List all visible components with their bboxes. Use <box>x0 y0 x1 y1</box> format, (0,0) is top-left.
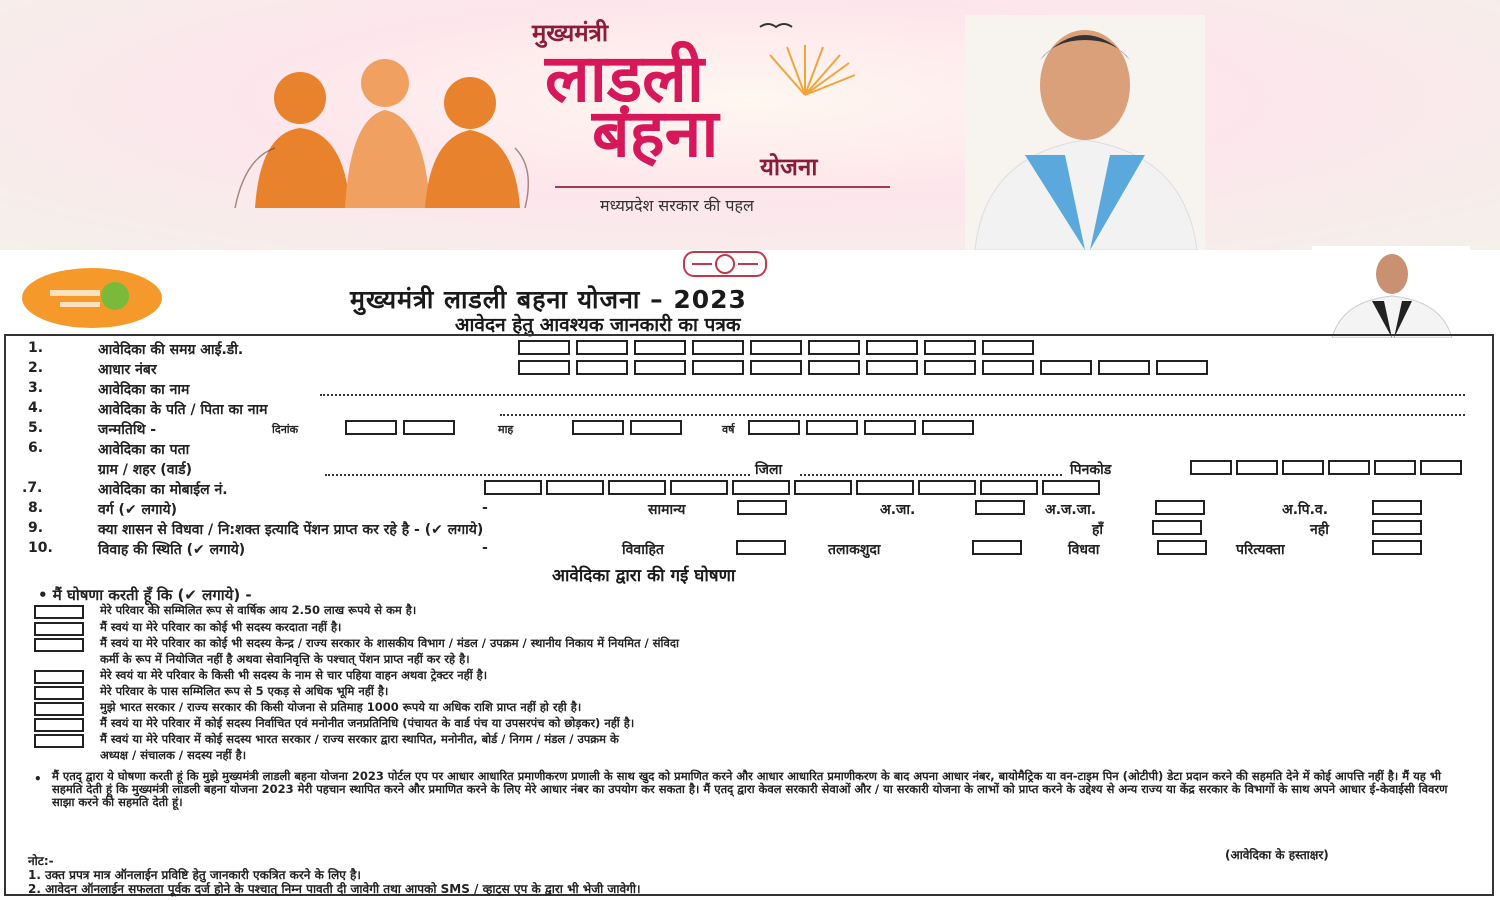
field-number: 10. <box>28 540 53 556</box>
option-general-checkbox[interactable] <box>737 500 787 515</box>
note-heading: नोट:- <box>28 854 54 868</box>
field-label: आवेदिका का नाम <box>98 382 190 398</box>
field-label: आवेदिका की समग्र आई.डी. <box>98 342 244 358</box>
declaration-text: कर्मी के रूप में नियोजित नहीं है अथवा सेवानिवृत्ति के पश्चात् पेंशन प्राप्त नहीं कर रहे है। <box>100 652 470 666</box>
option-sc-label: अ.जा. <box>880 502 916 518</box>
dob-month-label: माह <box>498 423 514 436</box>
brand-divider <box>555 186 890 188</box>
field-category <box>0 500 1500 520</box>
district-label: जिला <box>755 462 783 478</box>
declaration-text: मेरे स्वयं या मेरे परिवार के किसी भी सदस्य के नाम से चार पहिया वाहन अथवा ट्रेक्टर नहीं है। <box>100 668 488 682</box>
option-abandoned-label: परित्यक्ता <box>1236 542 1285 558</box>
field-number: 5. <box>28 420 44 436</box>
samagra-id-boxes[interactable] <box>518 340 1034 355</box>
field-label: वर्ग (✔ लगाये) <box>98 502 178 518</box>
declaration-text: मैं स्वयं या मेरे परिवार में कोई सदस्य भारत सरकार / राज्य सरकार द्वारा स्थापित, मनोनीत, बोर्ड / निगम / मंडल / उपक्रम के <box>100 732 619 746</box>
option-obc-checkbox[interactable] <box>1372 500 1422 515</box>
field-mobile <box>0 480 1500 500</box>
field-number: 1. <box>28 340 44 356</box>
field-address-detail <box>0 460 1500 480</box>
pincode-label: पिनकोड <box>1070 462 1112 478</box>
signature-label: (आवेदिका के हस्ताक्षर) <box>1225 848 1329 862</box>
declaration-text: मैं स्वयं या मेरे परिवार का कोई भी सदस्य केन्द्र / राज्य सरकार के शासकीय विभाग / मंडल / उपक्रम / स्थानीय निकाय में नियमित / संविदा <box>100 636 679 650</box>
option-divorced-checkbox[interactable] <box>972 540 1022 555</box>
option-widow-checkbox[interactable] <box>1157 540 1207 555</box>
field-address <box>0 440 1500 460</box>
pincode-boxes[interactable] <box>1190 460 1462 475</box>
field-label: जन्मतिथि - <box>98 422 157 438</box>
declaration-heading: • मैं घोषणा करती हूँ कि (✔ लगाये) - <box>38 586 252 604</box>
declaration-checkbox[interactable] <box>34 638 84 652</box>
mobile-boxes[interactable] <box>484 480 1100 495</box>
field-aadhaar <box>0 360 1500 380</box>
option-st-checkbox[interactable] <box>1155 500 1205 515</box>
brand-title-line2: बहना <box>592 94 719 172</box>
consent-paragraph: मैं एतद् द्वारा ये घोषणा करती हूं कि मुझे मुख्यमंत्री लाडली बहना योजना 2023 पोर्टल एप पर आधार आधारित प्रमाणीकरण प्रणाली के साथ खुद को प्रमाणित करने और आधार आधारित प्रमाणीकरण के बाद अपना आधार नंबर, बायोमैट्रिक या वन-टाइम पिन (ओटीपी) डेटा प्रदान करने की सहमति देने में कोई आपत्ति नहीं है। मैं यह भी सहमति देती हूं कि मुख्यमंत्री लाडली बहना योजना 2023 मेरी पहचान स्थापित करने और प्रमाणित करने के लिए मेरे आधार नंबर का उपयोग कर सकता है। मैं एतद् द्वारा केवल सरकारी सेवाओं और / या सरकारी योजना के लाभों को प्राप्त करने के उद्देश्य से अन्य राज्य या केंद्र सरकार के विभागों के साथ अपने आधार ई-केवाईसी विवरण साझा करने की सहमति देती हूं। <box>52 769 1448 809</box>
declaration-checkbox[interactable] <box>34 622 84 636</box>
chief-minister-photo <box>965 15 1205 250</box>
declaration-title: आवेदिका द्वारा की गई घोषणा <box>552 566 736 586</box>
village-line[interactable] <box>325 460 750 476</box>
field-label: विवाह की स्थिति (✔ लगाये) <box>98 542 246 558</box>
govt-seal-icon <box>682 248 768 278</box>
scheme-banner <box>0 0 1500 250</box>
declaration-checkbox[interactable] <box>34 702 84 716</box>
brand-tagline: मध्यप्रदेश सरकार की पहल <box>600 196 754 215</box>
bullet: • <box>34 772 42 786</box>
option-yes-label: हाँ <box>1092 522 1104 538</box>
option-married-label: विवाहित <box>622 542 664 558</box>
field-number: 9. <box>28 520 44 536</box>
form-subtitle: आवेदन हेतु आवश्यक जानकारी का पत्रक <box>455 314 741 336</box>
dob-year-boxes[interactable] <box>748 420 974 435</box>
declaration-checkbox[interactable] <box>34 734 84 748</box>
field-number: 2. <box>28 360 44 376</box>
aadhaar-boxes[interactable] <box>518 360 1208 375</box>
field-marital-status <box>0 540 1500 560</box>
field-label: आधार नंबर <box>98 362 157 378</box>
option-married-checkbox[interactable] <box>736 540 786 555</box>
dob-month-boxes[interactable] <box>572 420 682 435</box>
option-no-label: नही <box>1310 522 1329 538</box>
brand-title-line1: लाड़ली <box>545 39 704 117</box>
note-item: 2. आवेदन ऑनलाईन सफलता पूर्वक दर्ज होने के पश्चात् निम्न पावती दी जावेगी तथा आपको SMS / व्हाट्स एप के द्वारा भी भेजी जावेगी। <box>28 882 641 896</box>
yojana-logo-icon <box>20 266 165 330</box>
field-husband-father-name <box>0 400 1500 420</box>
field-number: 8. <box>28 500 44 516</box>
field-label: आवेदिका का मोबाईल नं. <box>98 482 228 498</box>
dob-year-label: वर्ष <box>722 423 735 436</box>
field-label: आवेदिका के पति / पिता का नाम <box>98 402 268 418</box>
note-item: 1. उक्त प्रपत्र मात्र ऑनलाईन प्रविष्टि हेतु जानकारी एकत्रित करने के लिए है। <box>28 868 361 882</box>
declaration-checkbox[interactable] <box>34 686 84 700</box>
declaration-checkbox[interactable] <box>34 670 84 684</box>
field-label: क्या शासन से विधवा / नि:शक्त इत्यादि पेंशन प्राप्त कर रहे है - (✔ लगाये) <box>98 522 484 538</box>
declaration-text: मेरे परिवार के पास सम्मिलित रूप से 5 एकड़ से अधिक भूमि नहीं है। <box>100 684 389 698</box>
field-number: .7. <box>22 480 43 496</box>
option-divorced-label: तलाकशुदा <box>828 542 881 558</box>
chief-minister-thumb <box>1312 246 1470 338</box>
field-label: आवेदिका का पता <box>98 442 190 458</box>
declaration-text: अध्यक्ष / संचालक / सदस्य नहीं है। <box>100 748 247 762</box>
option-no-checkbox[interactable] <box>1372 520 1422 535</box>
village-label: ग्राम / शहर (वार्ड) <box>98 462 193 478</box>
option-widow-label: विधवा <box>1068 542 1100 558</box>
dash: - <box>482 500 488 516</box>
declaration-text: मैं स्वयं या मेरे परिवार में कोई सदस्य निर्वाचित एवं मनोनीत जनप्रतिनिधि (पंचायत के वार्ड पंच या उपसरपंच को छोड़कर) नहीं है। <box>100 716 635 730</box>
declaration-checkbox[interactable] <box>34 605 84 619</box>
option-yes-checkbox[interactable] <box>1152 520 1202 535</box>
form-title: मुख्यमंत्री लाडली बहना योजना – 2023 <box>350 285 747 314</box>
declaration-checkbox[interactable] <box>34 718 84 732</box>
option-obc-label: अ.पि.व. <box>1282 502 1329 518</box>
option-st-label: अ.ज.जा. <box>1045 502 1097 518</box>
dob-day-boxes[interactable] <box>345 420 455 435</box>
declaration-text: मेरे परिवार की सम्मिलित रूप से वार्षिक आय 2.50 लाख रूपये से कम है। <box>100 603 417 617</box>
applicant-name-line[interactable] <box>320 380 1465 396</box>
dash: - <box>482 540 488 556</box>
brand-post-title: योजना <box>760 153 818 181</box>
field-samagra-id <box>0 340 1500 360</box>
field-number: 4. <box>28 400 44 416</box>
district-line[interactable] <box>800 460 1062 476</box>
field-dob <box>0 420 1500 440</box>
dob-day-label: दिनांक <box>272 423 299 436</box>
field-applicant-name <box>0 380 1500 400</box>
option-sc-checkbox[interactable] <box>975 500 1025 515</box>
option-general-label: सामान्य <box>648 502 686 518</box>
declaration-text: मुझे भारत सरकार / राज्य सरकार की किसी योजना से प्रतिमाह 1000 रूपये या अधिक राशि प्राप्त नहीं हो रही है। <box>100 700 582 714</box>
brand-pre-title: मुख्यमंत्री <box>532 19 609 47</box>
field-pension <box>0 520 1500 540</box>
sun-icon <box>745 15 865 105</box>
declaration-text: मैं स्वयं या मेरे परिवार का कोई भी सदस्य करदाता नहीं है। <box>100 620 342 634</box>
field-number: 3. <box>28 380 44 396</box>
husband-father-name-line[interactable] <box>500 400 1465 416</box>
women-illustration <box>215 48 545 208</box>
field-number: 6. <box>28 440 44 456</box>
option-abandoned-checkbox[interactable] <box>1372 540 1422 555</box>
